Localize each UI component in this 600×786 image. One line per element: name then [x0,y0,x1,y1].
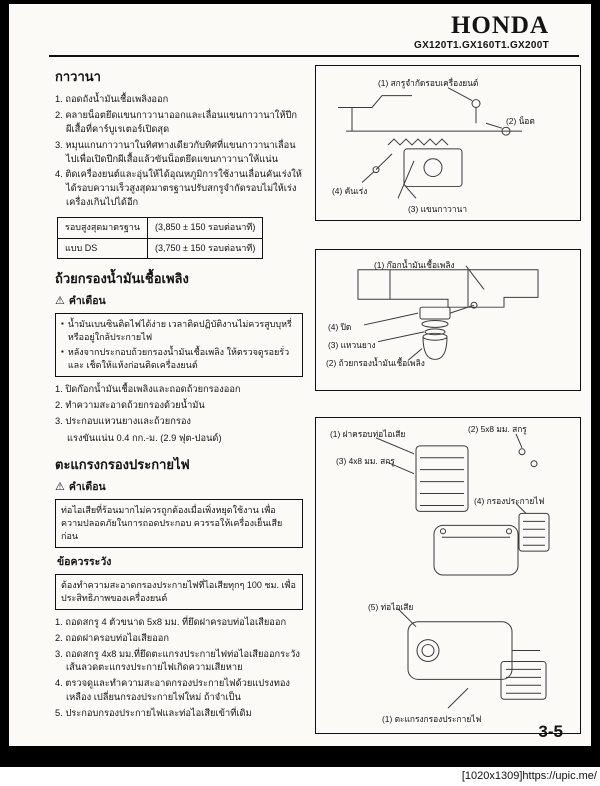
diagram-label: (2) น็อต [506,116,535,127]
governor-diagram [315,65,581,221]
spec-label: รอบสูงสุดมาตรฐาน [58,218,148,239]
torque-spec: แรงขันแน่น 0.4 กก.-ม. (2.9 ฟุต-ปอนด์) [67,432,222,443]
table-row [58,218,263,239]
warning-label: คำเตือน [68,480,106,493]
step-item: 2. ถอดฝาครอบท่อไอเสียออก [55,632,170,643]
warning-heading [55,294,303,310]
step-item: 2. ทำความสะอาดถ้วยกรองด้วยน้ำมัน [55,399,205,410]
honda-logo: HONDA [450,12,549,39]
diagram-label: (1) ตะแกรงกรองประกายไฟ [382,714,482,725]
diagram-label: (4) คันเร่ง [332,186,368,197]
step-item: 3. ถอดสกรู 4x8 มม.ที่ยึดตะแกรงประกายไฟท่อไอเสียออกระวัง เส้นลวดตะแกรงประกายไฟเกิดความเสียหาย [55,648,300,673]
bullet-icon: ▪ [61,346,64,356]
page-number: 3-5 [538,722,563,741]
section-title-fuel-cup: ถ้วยกรองน้ำมันเชื้อเพลิง [55,271,189,287]
page-header [9,4,591,51]
warning-text: น้ำมันเบนซินติดไฟได้ง่าย เวลาติดปฏิบัติงานไม่ควรสูบบุหรี่ หรืออยู่ใกล้ประกายไฟ [67,318,292,342]
spec-value: (3,850 ± 150 รอบต่อนาที) [148,218,263,239]
diagram-column [315,65,581,734]
warning-item [61,318,297,344]
step-item: 4. ตรวจดูและทำความสะอาดกรองประกายไฟด้วยแปรงทองเหลือง เปลี่ยนกรองประกายไฟใหม่ ถ้าจำเป็น [55,678,290,703]
section-title-spark-arrester: ตะแกรงกรองประกายไฟ [55,457,190,473]
step-item: 5. ประกอบกรองประกายไฟและท่อไอเสียเข้าที่เดิม [55,708,252,719]
warning-label: คำเตือน [68,294,106,307]
spark-arrester-diagram [315,417,581,734]
content-columns [9,57,591,734]
step-item: 1. ปิดก๊อกน้ำมันเชื้อเพลิงและถอดถ้วยกรองออก [55,383,241,394]
spec-label: แบบ DS [58,238,148,259]
model-numbers: GX120T1.GX160T1.GX200T [413,40,549,52]
diagram-label: (1) สกรูจำกัดรอบเครื่องยนต์ [378,78,479,89]
step-item: 1. ถอดสกรู 4 ตัวขนาด 5x8 มม. ที่ยึดฝาครอบท่อไอเสียออก [55,616,287,627]
diagram-label: (3) แหวนยาง [328,340,376,351]
text-column [55,65,303,734]
watermark-strip [0,767,600,786]
warning-text: หลังจากประกอบถ้วยกรองน้ำมันเชื้อเพลิง ให้ตรวจดูรอยรั่ว และ เช็ดให้แห้งก่อนติดเครื่องยนต์ [67,346,290,370]
diagram-label: (5) ท่อไอเสีย [368,602,414,613]
spec-value: (3,750 ± 150 รอบต่อนาที) [148,238,263,259]
diagram-label: (2) ถ้วยกรองน้ำมันเชื้อเพลิง [326,358,425,369]
diagram-label: (3) 4x8 มม. สกรู [336,456,395,467]
diagram-label: (1) ฝาครอบท่อไอเสีย [330,429,406,440]
step-item: 3. หมุนแกนกาวานาในทิศทางเดียวกับทิศที่แขนกาวานาเลื่อนไปเพื่อเปิดปีกผีเสื้อแล้วขันน็อตยึดแขนกาวานาให้แน่น [55,139,296,164]
caution-text: ต้องทำความสะอาดกรองประกายไฟที่ไอเสียทุกๆ 100 ชม. เพื่อประสิทธิภาพของเครื่องยนต์ [61,579,296,603]
caution-box [55,574,303,610]
warning-text: ท่อไอเสียที่ร้อนมากไม่ควรถูกต้องเมื่อเพิ่งหยุดใช้งาน เพื่อความปลอดภัยในการถอดประกอบ ควรรอให้เครื่องเย็นเสียก่อน [61,504,283,541]
diagram-label: (3) แขนกาวานา [408,204,468,215]
diagram-label: (2) 5x8 มม. สกรู [468,424,527,435]
diagram-label: (1) ก๊อกน้ำมันเชื้อเพลิง [374,260,455,271]
warning-icon: ⚠ [55,295,65,308]
fuel-cup-diagram [315,249,581,391]
watermark-text: [1020x1309]https://upic.me/ [461,770,597,782]
bullet-icon: ▪ [61,318,64,328]
warning-box [55,313,303,377]
step-item: 2. คลายน็อตยึดแขนกาวานาออกและเลื่อนแขนกาวานาให้ปีกผีเสื้อที่คาร์บูเรเตอร์เปิดสุด [55,109,298,134]
warning-icon: ⚠ [55,481,65,494]
caution-label: ข้อควรระวัง [57,555,112,568]
section-title-governor: กาวานา [55,69,101,85]
rpm-spec-table [57,217,263,259]
step-item: 4. ติดเครื่องยนต์และอุ่นให้ได้อุณหภูมิการใช้งานเลื่อนคันเร่งให้ได้รอบความเร็วสูงสุดมาตรฐานปรับสกรูจำกัดรอบไม่ให้เร่งเครื่องเกินไปได้อีก [55,169,302,208]
warning-heading [55,480,303,496]
table-row [58,238,263,259]
diagram-label: (4) กรองประกายไฟ [474,496,545,507]
diagram-label: (4) ปิด [328,322,352,333]
warning-item [61,346,297,372]
page-body [9,4,591,746]
step-item: 1. ถอดถังน้ำมันเชื้อเพลิงออก [55,93,169,104]
step-item: 3. ประกอบแหวนยางและถ้วยกรอง [55,415,191,426]
warning-box [55,499,303,548]
